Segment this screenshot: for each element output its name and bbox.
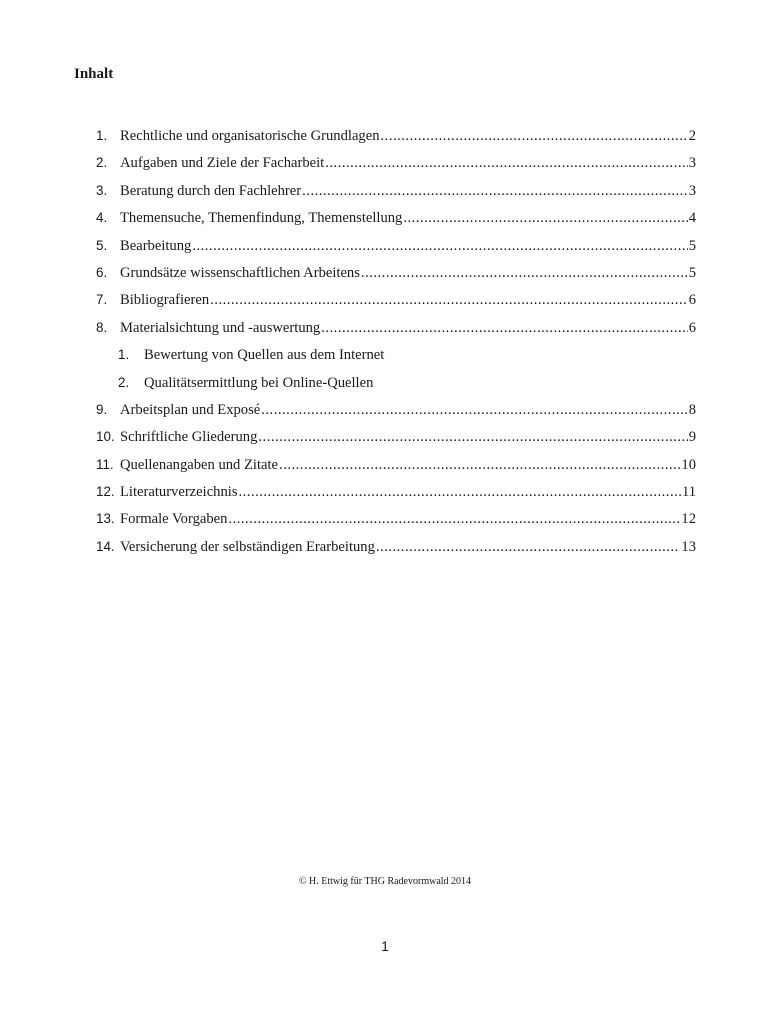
toc-entry-page: 13 (681, 538, 696, 555)
toc-leader-dots (381, 128, 688, 145)
toc-entry-page: 9 (688, 429, 696, 446)
toc-entry[interactable] (96, 320, 696, 347)
toc-leader-dots (376, 539, 681, 556)
toc-entry-page: 10 (681, 456, 696, 473)
toc-entry-page: 2 (688, 128, 696, 144)
toc-entry-number: 14. (96, 538, 115, 554)
toc-entry-number: 12. (96, 484, 115, 500)
toc-entry-number: 7. (96, 292, 108, 308)
page-title: Inhalt (74, 66, 114, 82)
toc-entry[interactable] (96, 292, 696, 319)
toc-entry-page: 5 (688, 237, 696, 254)
toc-entry-page: 3 (688, 155, 696, 172)
toc-entry-page: 8 (688, 401, 696, 418)
toc-leader-dots (325, 155, 687, 172)
toc-entry-number: 3. (96, 182, 108, 198)
toc-entry-page: 4 (688, 210, 696, 227)
toc-entry-number: 13. (96, 511, 115, 527)
toc-entry-number: 9. (96, 401, 108, 417)
toc-entry-title: Grundsätze wissenschaftlichen Arbeitens (120, 264, 360, 281)
toc-leader-dots (321, 320, 687, 337)
toc-entry-number: 2. (96, 155, 108, 171)
toc-entry[interactable] (96, 511, 696, 538)
toc-entry-title: Bewertung von Quellen aus dem Internet (144, 347, 385, 364)
toc-entry[interactable] (96, 128, 696, 155)
toc-leader-dots (302, 183, 688, 200)
toc-entry[interactable] (96, 402, 696, 429)
page-number: 1 (381, 938, 389, 954)
toc-entry-title: Beratung durch den Fachlehrer (120, 182, 302, 199)
toc-entry-title: Schriftliche Gliederung (120, 429, 258, 446)
toc-entry-page: 5 (688, 264, 696, 281)
toc-entry-title: Formale Vorgaben (120, 511, 228, 528)
toc-leader-dots (261, 402, 687, 419)
toc-entry-page: 6 (688, 292, 696, 309)
toc-entry-title: Quellenangaben und Zitate (120, 456, 279, 473)
toc-entry-number: 5. (96, 237, 108, 253)
toc-entry-title: Materialsichtung und -auswertung (120, 319, 321, 336)
toc-entry-title: Qualitätsermittlung bei Online-Quellen (144, 374, 374, 391)
toc-entry-page: 3 (688, 182, 696, 199)
toc-entry-title: Versicherung der selbständigen Erarbeitung (120, 538, 375, 555)
toc-subentry[interactable] (96, 375, 696, 402)
toc-entry-number: 1. (118, 347, 130, 363)
toc-entry-number: 8. (96, 319, 108, 335)
toc-entry[interactable] (96, 155, 696, 182)
toc-entry-number: 10. (96, 429, 115, 445)
toc-entry-title: Themensuche, Themenfindung, Themenstellung (120, 210, 403, 227)
toc-leader-dots (239, 484, 681, 501)
toc-entry[interactable] (96, 457, 696, 484)
toc-entry-title: Rechtliche und organisatorische Grundlagen (120, 128, 380, 144)
toc-entry-page: 12 (681, 511, 696, 528)
toc-entry-title: Literaturverzeichnis (120, 484, 238, 501)
toc-leader-dots (228, 511, 680, 528)
toc-entry-title: Aufgaben und Ziele der Facharbeit (120, 155, 325, 172)
toc-entry-title: Bearbeitung (120, 237, 192, 254)
toc-entry[interactable] (96, 265, 696, 292)
toc-entry-page: 11 (681, 484, 696, 501)
toc-leader-dots (258, 429, 687, 446)
toc-leader-dots (279, 457, 680, 474)
toc-entry-title: Bibliografieren (120, 292, 210, 309)
toc-entry-number: 4. (96, 210, 108, 226)
toc-subentry[interactable] (96, 347, 696, 374)
toc-entry-number: 1. (96, 128, 108, 143)
table-of-contents (96, 128, 696, 566)
toc-entry-number: 6. (96, 264, 108, 280)
toc-entry[interactable] (96, 183, 696, 210)
toc-entry-page: 6 (688, 319, 696, 336)
toc-leader-dots (403, 210, 687, 227)
copyright-footer: © H. Ettwig für THG Radevormwald 2014 (298, 876, 472, 887)
toc-entry[interactable] (96, 484, 696, 511)
toc-entry[interactable] (96, 539, 696, 566)
toc-entry[interactable] (96, 210, 696, 237)
toc-leader-dots (192, 238, 687, 255)
toc-entry-number: 2. (118, 374, 130, 390)
toc-entry[interactable] (96, 429, 696, 456)
toc-leader-dots (361, 265, 688, 282)
toc-entry[interactable] (96, 238, 696, 265)
toc-entry-number: 11. (96, 456, 114, 472)
toc-entry-title: Arbeitsplan und Exposé (120, 401, 261, 418)
toc-leader-dots (210, 292, 688, 309)
